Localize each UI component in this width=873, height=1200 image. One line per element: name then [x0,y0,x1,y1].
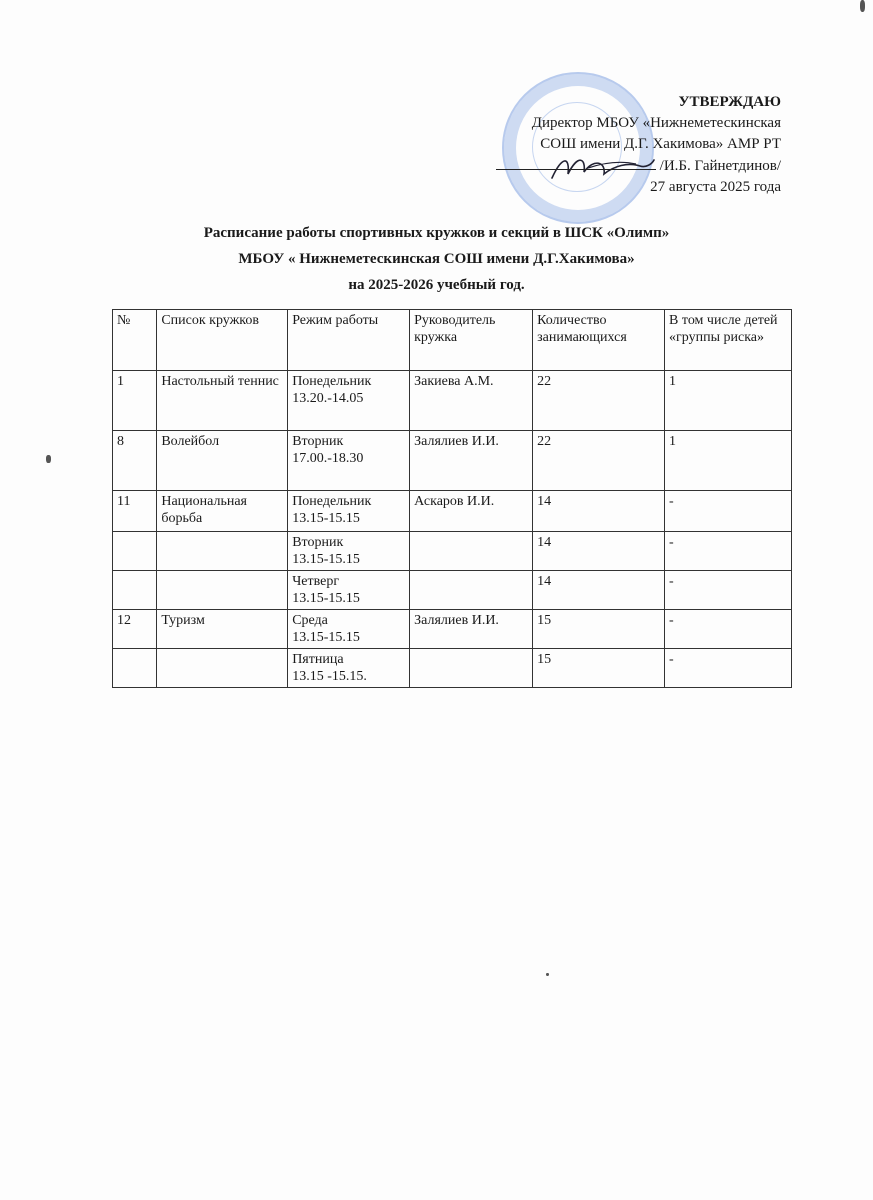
cell-time: 17.00.-18.30 [292,451,364,466]
cell-day: Вторник [292,535,344,550]
document-title [0,220,873,298]
cell-num: 12 [113,610,157,649]
cell-time: 13.15-15.15 [292,591,360,606]
cell-mode [288,491,410,532]
cell-mode [288,571,410,610]
cell-name: Настольный теннис [157,371,288,431]
cell-risk: - [665,532,792,571]
cell-num [113,532,157,571]
cell-count: 14 [533,491,665,532]
signature-line [496,155,656,170]
cell-leader: Аскаров И.И. [410,491,533,532]
cell-name [157,532,288,571]
cell-name [157,571,288,610]
scan-speck [546,973,549,976]
header-count: Количество занимающихся [533,310,665,371]
cell-count: 15 [533,649,665,688]
table-header-row [113,310,792,371]
cell-risk: 1 [665,431,792,491]
title-line2: МБОУ « Нижнеметескинская СОШ имени Д.Г.Хакимова» [238,251,635,267]
cell-mode [288,431,410,491]
cell-count: 15 [533,610,665,649]
approval-position-line2: СОШ имени Д.Г. Хакимова» АМР РТ [540,136,781,152]
header-mode: Режим работы [288,310,410,371]
cell-day: Среда [292,613,328,628]
cell-risk: - [665,610,792,649]
cell-day: Четверг [292,574,340,589]
table-row [113,649,792,688]
table-row [113,431,792,491]
table-row [113,371,792,431]
cell-leader: Залялиев И.И. [410,610,533,649]
cell-num [113,649,157,688]
header-num: № [113,310,157,371]
cell-day: Пятница [292,652,344,667]
title-line3: на 2025-2026 учебный год. [348,277,525,293]
header-list: Список кружков [157,310,288,371]
cell-time: 13.15-15.15 [292,511,360,526]
cell-name [157,649,288,688]
cell-day: Понедельник [292,374,372,389]
scan-speck [46,455,51,463]
cell-day: Понедельник [292,494,372,509]
table-row [113,532,792,571]
cell-count: 22 [533,371,665,431]
cell-num: 8 [113,431,157,491]
scan-speck [860,0,865,12]
approval-date: 27 августа 2025 года [650,179,781,195]
cell-leader [410,649,533,688]
cell-mode [288,371,410,431]
approval-heading: УТВЕРЖДАЮ [678,94,781,110]
approval-position-line1: Директор МБОУ «Нижнеметескинская [531,115,781,131]
approval-block [496,92,781,198]
cell-name: Туризм [157,610,288,649]
cell-risk: - [665,491,792,532]
cell-num: 11 [113,491,157,532]
cell-leader: Залялиев И.И. [410,431,533,491]
cell-risk: - [665,649,792,688]
cell-risk: 1 [665,371,792,431]
cell-time: 13.15 -15.15. [292,669,367,684]
cell-count: 22 [533,431,665,491]
cell-num: 1 [113,371,157,431]
cell-mode [288,649,410,688]
approval-signature-row [496,155,781,177]
cell-leader [410,571,533,610]
cell-count: 14 [533,571,665,610]
cell-mode [288,532,410,571]
title-line1: Расписание работы спортивных кружков и секций в ШСК «Олимп» [203,225,670,241]
header-leader: Руководитель кружка [410,310,533,371]
cell-name: Национальная борьба [157,491,288,532]
cell-num [113,571,157,610]
schedule-table [112,309,792,688]
cell-risk: - [665,571,792,610]
cell-time: 13.20.-14.05 [292,391,364,406]
cell-day: Вторник [292,434,344,449]
header-risk: В том числе детей «группы риска» [665,310,792,371]
table-row [113,610,792,649]
approval-signatory: /И.Б. Гайнетдинов/ [659,158,781,174]
cell-name: Волейбол [157,431,288,491]
cell-time: 13.15-15.15 [292,552,360,567]
cell-leader: Закиева А.М. [410,371,533,431]
cell-time: 13.15-15.15 [292,630,360,645]
table-row [113,571,792,610]
table-row [113,491,792,532]
cell-leader [410,532,533,571]
cell-mode [288,610,410,649]
cell-count: 14 [533,532,665,571]
